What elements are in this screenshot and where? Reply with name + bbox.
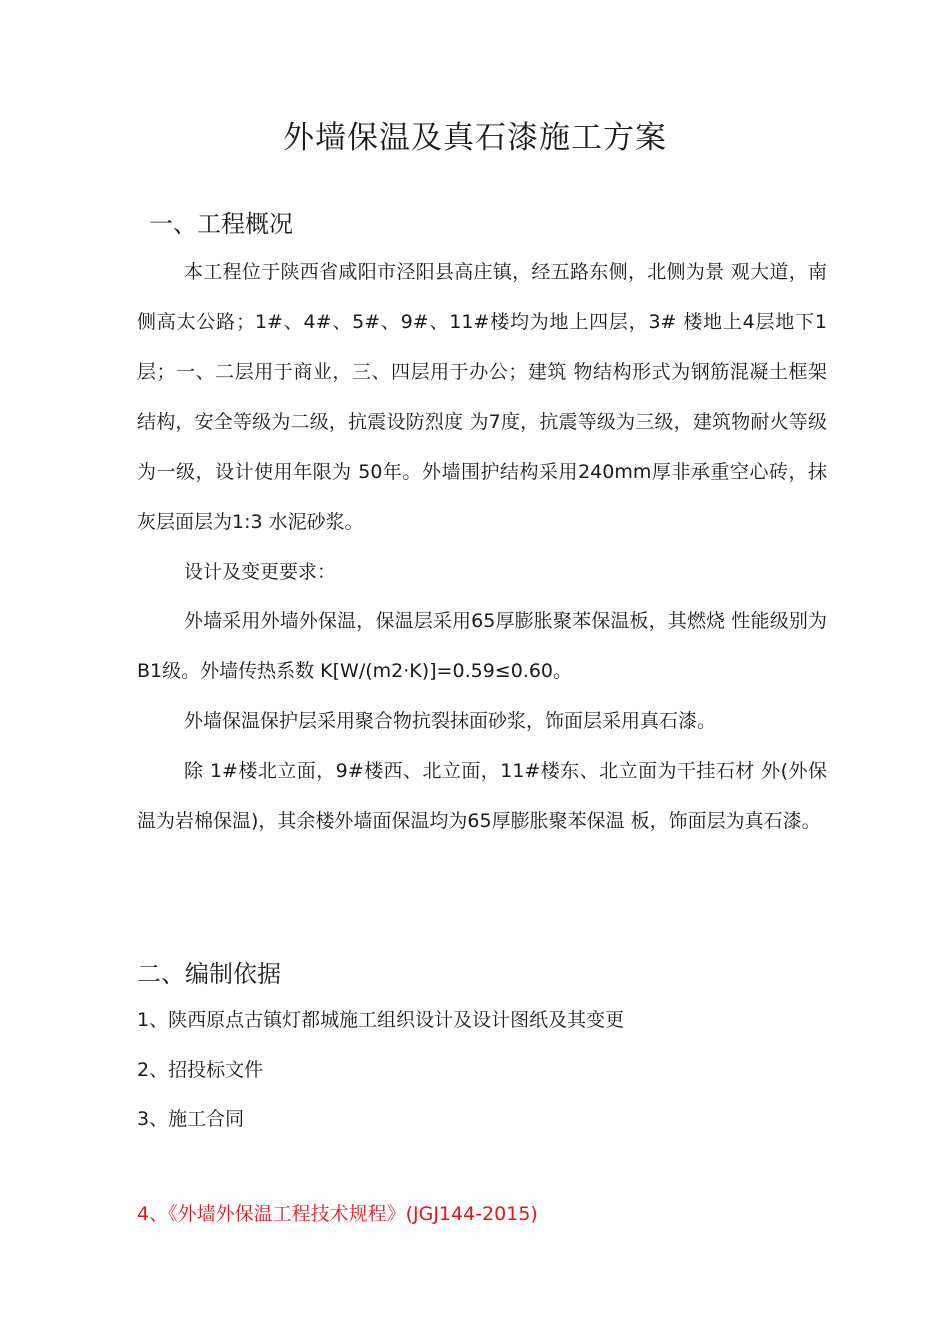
basis-item-3: 3、施工合同 [137, 1108, 245, 1130]
basis-item-1: 1、陕西原点古镇灯都城施工组织设计及设计图纸及其变更 [137, 1009, 625, 1031]
requirement-paragraph-2: 外墙保温保护层采用聚合物抗裂抹面砂浆，饰面层采用真石漆。 [184, 710, 717, 732]
basis-item-4: 4、《外墙外保温工程技术规程》(JGJ144-2015) [137, 1203, 538, 1225]
overview-paragraph: 本工程位于陕西省咸阳市泾阳县高庄镇，经五路东侧，北侧为景 观大道，南侧高太公路；1#、4#、5#、9#、11#楼均为地上四层，3# 楼地上4层地下1层；一、二层用于商业，三、四层用于办公；建筑 物结构形式为钢筋混凝土框架结构，安全等级为二级，抗震设防烈度 为7度，抗震等级为三级，建筑物耐火等级为一级，设计使用年限为 50年。外墙围护结构采用240mm厚非承重空心砖，抹灰层面层为1:3 水泥砂浆。 [137, 261, 827, 533]
section-heading-basis: 二、编制依据 [137, 960, 281, 988]
requirement-paragraph-3: 除 1#楼北立面，9#楼西、北立面，11#楼东、北立面为干挂石材 外(外保温为岩棉保温)，其余楼外墙面保温均为65厚膨胀聚苯保温 板，饰面层为真石漆。 [137, 760, 827, 832]
basis-item-2: 2、招投标文件 [137, 1059, 264, 1081]
requirement-paragraph-1: 外墙采用外墙外保温，保温层采用65厚膨胀聚苯保温板，其燃烧 性能级别为B1级。外墙传热系数 K[W/(m2·K)]=0.59≤0.60。 [137, 610, 827, 682]
requirements-label: 设计及变更要求： [184, 561, 337, 583]
document-title: 外墙保温及真石漆施工方案 [283, 120, 667, 156]
section-heading-overview: 一、工程概况 [149, 210, 293, 238]
